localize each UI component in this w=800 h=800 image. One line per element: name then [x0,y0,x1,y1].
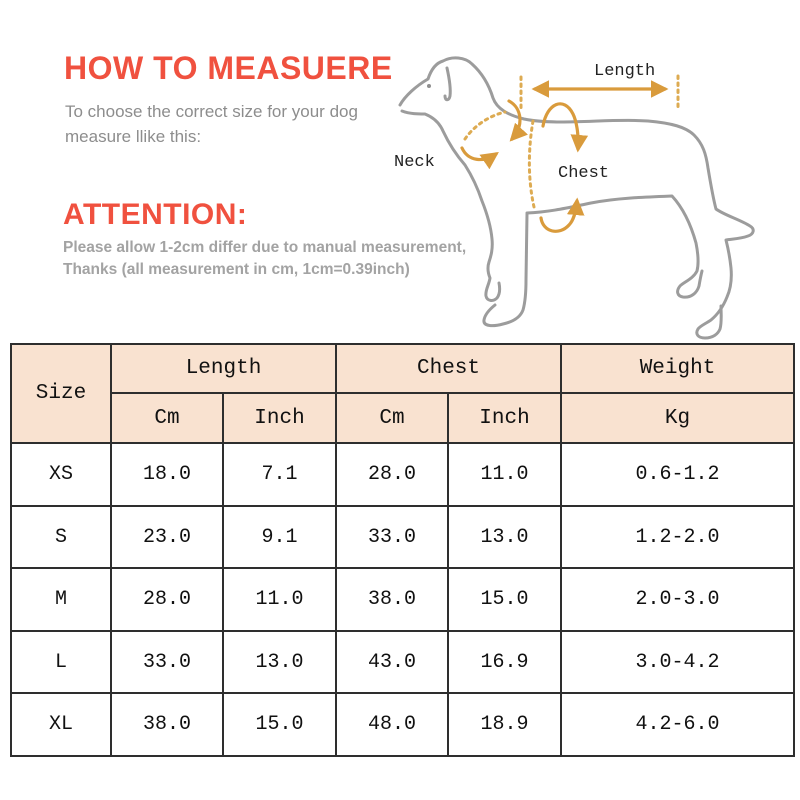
chest-inch-cell: 16.9 [448,631,561,693]
col-header-length-inch: Inch [223,393,336,443]
table-row-m [11,568,794,631]
chest-cm-cell: 43.0 [336,631,448,693]
chest-inch-cell: 15.0 [448,568,561,631]
length-inch-cell: 11.0 [223,568,336,631]
page-subtitle [65,99,358,149]
length-label: Length [594,62,656,81]
chest-inch-cell: 11.0 [448,443,561,506]
subtitle-line-2: measure llike this: [65,127,202,146]
weight-kg-cell: 4.2-6.0 [561,693,794,756]
length-cm-cell: 28.0 [111,568,223,631]
table-row-s [11,506,794,568]
col-header-weight-kg: Kg [561,393,794,443]
length-inch-cell: 13.0 [223,631,336,693]
chest-cm-cell: 48.0 [336,693,448,756]
length-cm-cell: 38.0 [111,693,223,756]
neck-label: Neck [394,153,435,172]
dog-ear-line [445,68,450,100]
length-inch-cell: 9.1 [223,506,336,568]
chest-girth-dotted [529,121,534,207]
col-header-length: Length [111,344,336,393]
table-row-xs [11,443,794,506]
chest-measure-arrow-top [543,104,578,149]
weight-kg-cell: 2.0-3.0 [561,568,794,631]
dog-measure-diagram [385,35,795,345]
col-header-chest: Chest [336,344,561,393]
length-inch-cell: 7.1 [223,443,336,506]
neck-measure-arrow-left [462,148,496,160]
length-cm-cell: 18.0 [111,443,223,506]
weight-kg-cell: 0.6-1.2 [561,443,794,506]
attention-line-1: Please allow 1-2cm differ due to manual measurement, [63,239,467,256]
col-header-weight: Weight [561,344,794,393]
col-header-size: Size [11,344,111,443]
chest-cm-cell: 28.0 [336,443,448,506]
size-cell: S [11,506,111,568]
weight-kg-cell: 3.0-4.2 [561,631,794,693]
dog-eye [427,84,431,88]
size-cell: XL [11,693,111,756]
table-header-row-groups [11,344,794,393]
chest-cm-cell: 38.0 [336,568,448,631]
chest-inch-cell: 18.9 [448,693,561,756]
size-cell: XS [11,443,111,506]
table-header-row-units [11,393,794,443]
table-row-xl [11,693,794,756]
table-row-l [11,631,794,693]
size-cell: M [11,568,111,631]
chest-inch-cell: 13.0 [448,506,561,568]
chest-label: Chest [558,164,610,183]
col-header-chest-cm: Cm [336,393,448,443]
dog-outline [400,58,753,338]
size-cell: L [11,631,111,693]
attention-heading: ATTENTION: [63,198,248,231]
attention-line-2: Thanks (all measurement in cm, 1cm=0.39inch) [63,261,410,278]
page-title: HOW TO MEASUERE [64,50,393,86]
length-inch-cell: 15.0 [223,693,336,756]
length-cm-cell: 33.0 [111,631,223,693]
neck-girth-dotted [465,112,505,139]
col-header-chest-inch: Inch [448,393,561,443]
col-header-length-cm: Cm [111,393,223,443]
chest-cm-cell: 33.0 [336,506,448,568]
length-cm-cell: 23.0 [111,506,223,568]
measure-guide-dotted-lines [465,76,678,207]
sizing-table [10,343,795,757]
neck-measure-arrow-right [509,101,520,139]
subtitle-line-1: To choose the correct size for your dog [65,102,358,121]
weight-kg-cell: 1.2-2.0 [561,506,794,568]
